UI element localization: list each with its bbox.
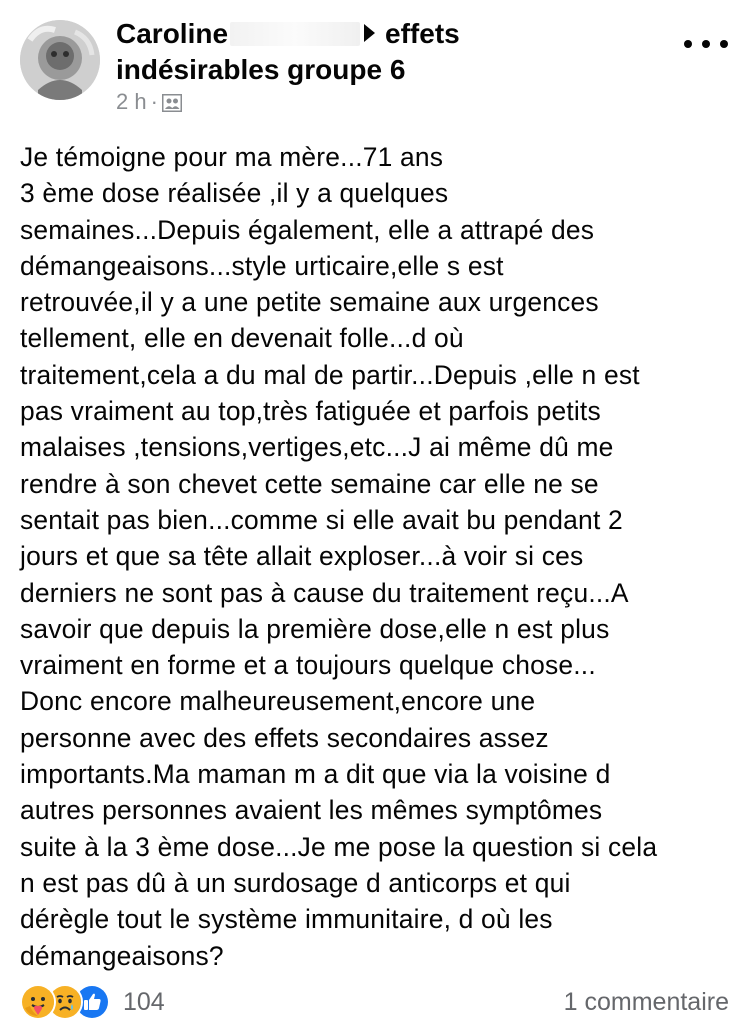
post-text-line: vraiment en forme et a toujours quelque chose... (20, 650, 596, 681)
post-meta (116, 89, 182, 118)
post-time[interactable]: 2 h (116, 89, 147, 114)
post-text-line: tellement, elle en devenait folle...d où (20, 323, 464, 354)
post-text-line: dérègle tout le système immunitaire, d où les (20, 904, 553, 935)
author-name[interactable]: Caroline (116, 18, 229, 49)
post-text-line: jours et que sa tête allait exploser...à voir si ces (20, 541, 584, 572)
avatar-photo-icon (20, 20, 100, 100)
group-name-line1[interactable]: effets (385, 18, 460, 49)
more-dot-icon (702, 40, 710, 48)
care-reaction-icon (20, 984, 56, 1020)
post-text-line: importants.Ma maman m a dit que via la voisine d (20, 759, 611, 790)
post-title (116, 16, 676, 88)
post-text-line: malaises ,tensions,vertiges,etc...J ai même dû me (20, 432, 614, 463)
post-text (20, 139, 740, 974)
post-text-line: semaines...Depuis également, elle a attrapé des (20, 214, 595, 245)
post-text-line: sentait pas bien...comme si elle avait bu pendant 2 (20, 504, 623, 535)
more-dot-icon (684, 40, 692, 48)
post-text-line: traitement,cela a du mal de partir...Depuis ,elle n est (20, 359, 640, 390)
post-text-line: savoir que depuis la première dose,elle n est plus (20, 613, 610, 644)
post-text-line: n est pas dû à un surdosage d anticorps et qui (20, 867, 571, 898)
group-name-line2[interactable]: indésirables groupe 6 (116, 54, 406, 85)
reaction-count[interactable]: 104 (123, 987, 165, 1016)
post-text-line: Donc encore malheureusement,encore une (20, 686, 536, 717)
post-text-line: rendre à son chevet cette semaine car elle ne se (20, 468, 599, 499)
group-audience-icon (162, 92, 182, 118)
post-text-line: démangeaisons...style urticaire,elle s est (20, 250, 504, 281)
post-footer (0, 980, 749, 1024)
redacted-surname (230, 22, 360, 46)
post-text-line: démangeaisons? (20, 940, 224, 971)
post-text-line: suite à la 3 ème dose...Je me pose la question si cela (20, 831, 658, 862)
reactions-summary[interactable] (20, 984, 165, 1020)
arrow-right-icon (364, 24, 375, 42)
post-text-line: retrouvée,il y a une petite semaine aux urgences (20, 287, 599, 318)
more-dot-icon (720, 40, 728, 48)
more-options-button[interactable] (684, 34, 728, 54)
post-text-line: Je témoigne pour ma mère...71 ans (20, 142, 444, 172)
meta-separator: · (150, 89, 158, 114)
comment-count-link[interactable]: 1 commentaire (563, 988, 729, 1016)
post-text-line: autres personnes avaient les mêmes symptômes (20, 795, 603, 826)
author-avatar[interactable] (20, 20, 100, 100)
post-text-line: derniers ne sont pas à cause du traitement reçu...A (20, 577, 629, 608)
post-text-line: 3 ème dose réalisée ,il y a quelques (20, 178, 449, 209)
post-text-line: pas vraiment au top,très fatiguée et parfois petits (20, 396, 601, 427)
post-text-line: personne avec des effets secondaires assez (20, 722, 549, 753)
post-header (0, 0, 749, 125)
